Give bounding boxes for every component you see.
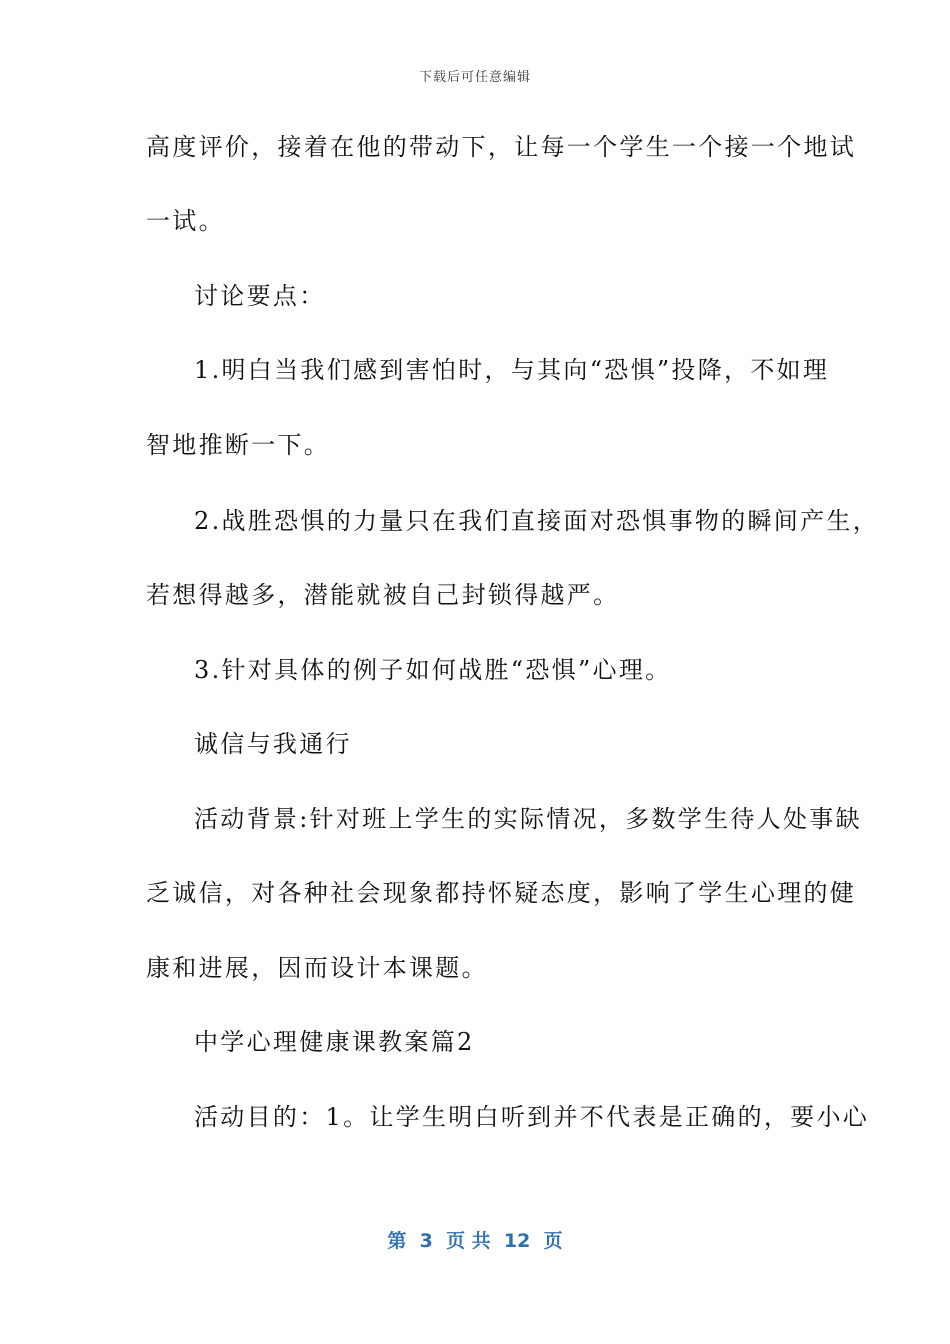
section-title: 中学心理健康课教案篇2 bbox=[194, 1028, 475, 1056]
list-item: 2.战胜恐惧的力量只在我们直接面对恐惧事物的瞬间产生， bbox=[194, 507, 879, 535]
page-number: 第 3 页 共 12 页 bbox=[387, 1230, 563, 1252]
paragraph-line: 高度评价，接着在他的带动下，让每一个学生一个接一个地试 bbox=[146, 133, 857, 161]
paragraph-line: 若想得越多，潜能就被自己封锁得越严。 bbox=[146, 581, 620, 609]
paragraph-line: 乏诚信，对各种社会现象都持怀疑态度，影响了学生心理的健 bbox=[146, 879, 857, 907]
list-item: 1.明白当我们感到害怕时，与其向“恐惧”投降，不如理 bbox=[194, 356, 830, 384]
paragraph-line: 活动背景:针对班上学生的实际情况，多数学生待人处事缺 bbox=[194, 805, 862, 833]
paragraph-heading: 讨论要点： bbox=[194, 282, 326, 310]
header-note: 下载后可任意编辑 bbox=[418, 70, 531, 85]
paragraph-line: 康和进展，因而设计本课题。 bbox=[146, 954, 488, 982]
paragraph-line: 活动目的：1。让学生明白听到并不代表是正确的，要小心 bbox=[194, 1103, 870, 1131]
list-item: 3.针对具体的例子如何战胜“恐惧”心理。 bbox=[194, 656, 672, 684]
paragraph-line: 一试。 bbox=[146, 207, 225, 235]
paragraph-line: 智地推断一下。 bbox=[146, 431, 331, 459]
section-title: 诚信与我通行 bbox=[194, 730, 352, 758]
